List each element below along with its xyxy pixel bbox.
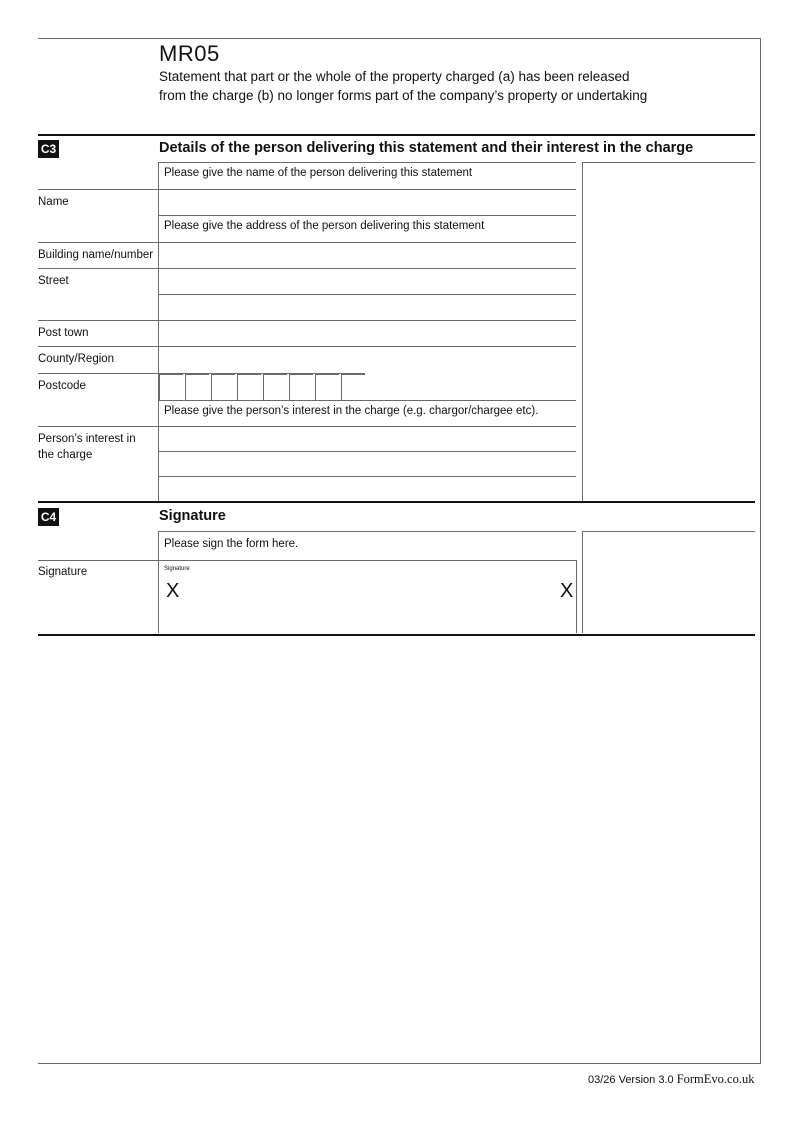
street-label: Street xyxy=(38,275,69,287)
address-instruction: Please give the address of the person delivering this statement xyxy=(164,220,485,232)
footer xyxy=(588,1072,754,1087)
rule xyxy=(158,162,576,163)
street-field-1[interactable] xyxy=(159,269,575,294)
c3-right-panel-divider xyxy=(582,162,583,501)
footer-version: 03/26 Version 3.0 xyxy=(588,1074,674,1086)
postcode-box-4[interactable] xyxy=(237,374,261,400)
rule xyxy=(158,531,576,532)
rule xyxy=(158,400,576,401)
c4-top-rule xyxy=(38,501,755,503)
page-bottom-border xyxy=(38,1063,761,1064)
postcode-box-2[interactable] xyxy=(185,374,209,400)
county-field[interactable] xyxy=(159,347,575,372)
interest-field-1[interactable] xyxy=(159,427,575,451)
postcode-label: Postcode xyxy=(38,380,86,392)
form-subtitle xyxy=(159,67,719,105)
postcode-box-6[interactable] xyxy=(289,374,313,400)
interest-instruction: Please give the person’s interest in the charge (e.g. chargor/chargee etc). xyxy=(164,405,539,417)
c4-right-panel-divider xyxy=(582,531,583,633)
signature-box-right-border xyxy=(576,560,577,633)
c3-badge: C3 xyxy=(38,140,59,158)
rule xyxy=(158,215,576,216)
post-town-field[interactable] xyxy=(159,321,575,346)
rule xyxy=(38,373,158,374)
subtitle-line-1: Statement that part or the whole of the property charged (a) has been released xyxy=(159,69,630,84)
postcode-box-5[interactable] xyxy=(263,374,287,400)
c4-title: Signature xyxy=(159,508,226,524)
c3-top-rule xyxy=(38,134,755,136)
c4-badge: C4 xyxy=(38,508,59,526)
form-code: MR05 xyxy=(159,41,220,66)
sign-right-x-icon: X xyxy=(560,580,574,602)
building-label: Building name/number xyxy=(38,249,154,261)
subtitle-line-2: from the charge (b) no longer forms part of the company’s property or undertaking xyxy=(159,88,648,103)
post-town-label: Post town xyxy=(38,327,89,339)
name-instruction: Please give the name of the person delivering this statement xyxy=(164,167,473,179)
building-field[interactable] xyxy=(159,243,575,268)
c3-right-panel-top xyxy=(582,162,755,163)
c3-title: Details of the person delivering this statement and their interest in the charge xyxy=(159,140,694,156)
name-label: Name xyxy=(38,196,69,208)
c4-right-panel-top xyxy=(582,531,755,532)
c4-bottom-rule xyxy=(38,634,755,636)
signature-field[interactable] xyxy=(159,561,575,633)
signature-small-label: Signature xyxy=(164,566,190,572)
page-right-border xyxy=(760,38,761,1064)
postcode-box-1[interactable] xyxy=(159,374,183,400)
postcode-box-7[interactable] xyxy=(315,374,339,400)
street-field-2[interactable] xyxy=(159,295,575,320)
postcode-box-3[interactable] xyxy=(211,374,235,400)
rule xyxy=(38,189,158,190)
sign-left-x-icon: X xyxy=(166,580,180,602)
signature-instruction: Please sign the form here. xyxy=(164,538,299,550)
footer-brand: FormEvo.co.uk xyxy=(676,1072,755,1086)
page-top-border xyxy=(38,38,761,39)
interest-field-3[interactable] xyxy=(159,477,575,501)
interest-label: Person’s interest in the charge xyxy=(38,433,136,461)
postcode-box-8[interactable] xyxy=(341,374,365,400)
signature-label: Signature xyxy=(38,566,88,578)
name-field[interactable] xyxy=(159,190,575,215)
county-label: County/Region xyxy=(38,353,115,365)
interest-field-2[interactable] xyxy=(159,452,575,476)
